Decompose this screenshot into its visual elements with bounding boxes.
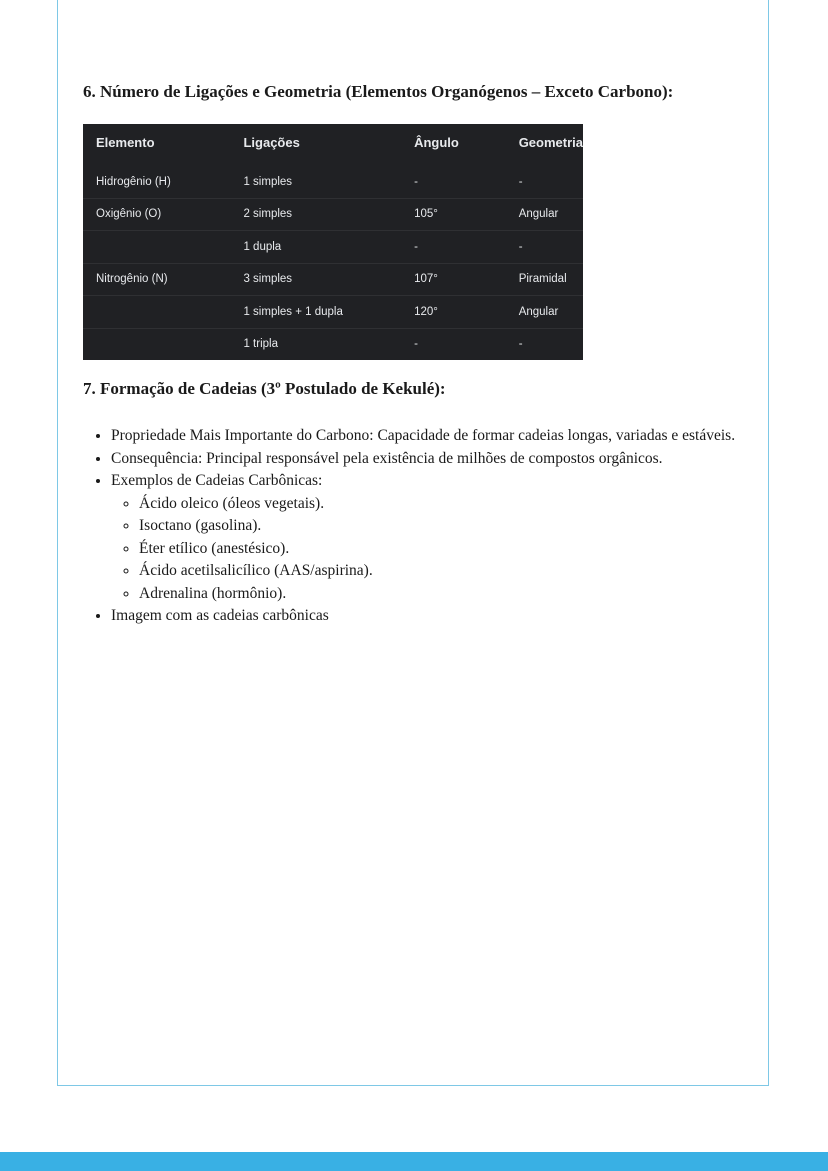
table-row xyxy=(83,231,583,264)
cell-geometria: - xyxy=(506,231,583,264)
table-header-row xyxy=(83,124,583,163)
cell-elemento xyxy=(83,296,230,329)
list-item: ◦ Éter etílico (anestésico). xyxy=(139,538,753,561)
cell-ligacoes: 1 tripla xyxy=(230,328,401,360)
header-elemento: Elemento xyxy=(96,134,155,150)
table-row xyxy=(83,328,583,360)
table-row xyxy=(83,296,583,329)
header-angulo: Ângulo xyxy=(414,134,459,150)
table-row xyxy=(83,198,583,231)
list-item: • Consequência: Principal responsável pela existência de milhões de compostos orgânicos. xyxy=(111,448,753,471)
document-content xyxy=(83,80,753,628)
cell-geometria: Angular xyxy=(506,198,583,231)
cell-geometria: Angular xyxy=(506,296,583,329)
cell-elemento: Hidrogênio (H) xyxy=(83,163,230,198)
list-item: ◦ Ácido acetilsalicílico (AAS/aspirina). xyxy=(139,560,753,583)
cell-ligacoes: 2 simples xyxy=(230,198,401,231)
cell-ligacoes: 1 simples + 1 dupla xyxy=(230,296,401,329)
list-item: ◦ Isoctano (gasolina). xyxy=(139,515,753,538)
section-7-heading: 7. Formação de Cadeias (3º Postulado de Kekulé): xyxy=(83,379,446,398)
cell-elemento: Nitrogênio (N) xyxy=(83,263,230,296)
list-item: ◦ Adrenalina (hormônio). xyxy=(139,583,753,606)
footer-bar xyxy=(0,1152,828,1171)
list-item: • Imagem com as cadeias carbônicas xyxy=(111,605,753,628)
header-ligacoes: Ligações xyxy=(243,134,300,150)
examples-sub-list xyxy=(111,493,753,606)
cell-elemento xyxy=(83,231,230,264)
cell-elemento xyxy=(83,328,230,360)
cell-angulo: - xyxy=(401,163,506,198)
cell-geometria: - xyxy=(506,328,583,360)
cell-angulo: - xyxy=(401,328,506,360)
cell-geometria: - xyxy=(506,163,583,198)
header-geometria: Geometria xyxy=(518,134,583,150)
section-7-bullet-list xyxy=(83,425,753,628)
list-item: ◦ Ácido oleico (óleos vegetais). xyxy=(139,493,753,516)
list-item: • Propriedade Mais Importante do Carbono: Capacidade de formar cadeias longas, variadas e estáveis. xyxy=(111,425,753,448)
cell-ligacoes: 1 dupla xyxy=(230,231,401,264)
cell-angulo: - xyxy=(401,231,506,264)
cell-angulo: 107° xyxy=(401,263,506,296)
cell-angulo: 120° xyxy=(401,296,506,329)
list-item xyxy=(111,470,753,605)
cell-ligacoes: 1 simples xyxy=(230,163,401,198)
table-row xyxy=(83,163,583,198)
cell-angulo: 105° xyxy=(401,198,506,231)
section-6-heading: 6. Número de Ligações e Geometria (Elementos Organógenos – Exceto Carbono): xyxy=(83,82,674,101)
cell-ligacoes: 3 simples xyxy=(230,263,401,296)
bonds-geometry-table xyxy=(83,124,583,360)
cell-elemento: Oxigênio (O) xyxy=(83,198,230,231)
cell-geometria: Piramidal xyxy=(506,263,583,296)
table-row xyxy=(83,263,583,296)
list-item-label: Exemplos de Cadeias Carbônicas: xyxy=(111,472,323,489)
